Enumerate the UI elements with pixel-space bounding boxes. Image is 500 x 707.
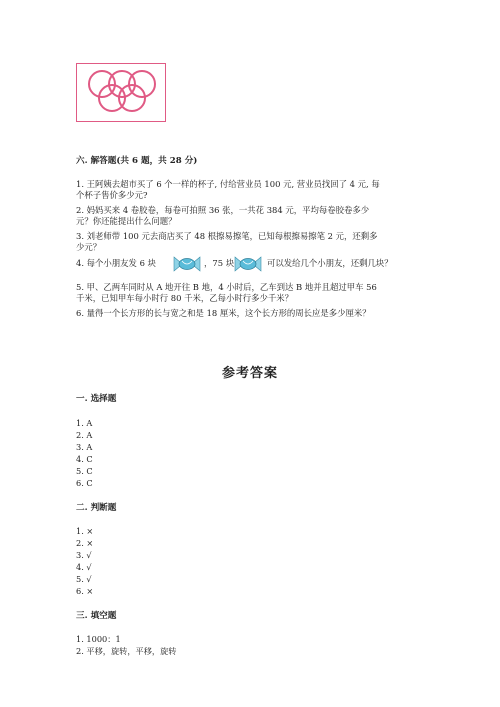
candy-icon [233, 254, 263, 274]
question-2-line-2: 元？你还能提出什么问题？ [76, 216, 177, 226]
ring-3 [129, 71, 155, 97]
question-1-line-2: 个杯子售价多少元? [76, 190, 148, 200]
answer-fill-item: 2. 平移，旋转，平移，旋转 [76, 646, 177, 656]
question-4 [76, 257, 436, 279]
question-1-line-1: 1. 王阿姨去超市买了 6 个一样的杯子, 付给营业员 100 元, 营业员找回了 4 元, 每 [76, 179, 380, 189]
question-4-part-2: ，75 块 [204, 258, 235, 268]
candy-icon [172, 254, 202, 274]
answers-fill-heading: 三. 填空题 [76, 611, 117, 621]
section-heading-6: 六. 解答题(共 6 题，共 28 分) [76, 156, 198, 166]
rings-figure-box [76, 63, 166, 122]
question-4-part-1: 4. 每个小朋友发 6 块 [76, 258, 156, 268]
question-5-line-1: 5. 甲、乙两车同时从 A 地开往 B 地，4 小时后，乙车到达 B 地并且超过甲车 56 [76, 282, 377, 292]
question-3-line-1: 3. 刘老师带 100 元去商店买了 48 根擦易擦笔，已知每根擦易擦笔 2 元，还剩多 [76, 231, 378, 241]
answer-judge-item: 5. √ [76, 574, 92, 584]
question-2-line-1: 2. 妈妈买来 4 卷胶卷，每卷可拍照 36 张，一共花 384 元，平均每卷胶卷多少 [76, 205, 370, 215]
ring-1 [89, 71, 115, 97]
ring-5 [119, 85, 145, 111]
answer-choice-item: 3. A [76, 442, 93, 452]
question-6-line-1: 6. 量得一个长方形的长与宽之和是 18 厘米，这个长方形的周长应是多少厘米？ [76, 308, 371, 318]
ring-4 [99, 85, 125, 111]
answer-judge-item: 1. × [76, 526, 94, 536]
question-5-line-2: 千米，已知甲车每小时行 80 千米，乙每小时行多少千米？ [76, 293, 293, 303]
answer-choice-item: 4. C [76, 454, 93, 464]
answer-choice-item: 2. A [76, 430, 93, 440]
answer-judge-item: 6. × [76, 586, 94, 596]
question-4-part-3: 可以发给几个小朋友，还剩几块？ [267, 258, 393, 268]
answers-choice-heading: 一. 选择题 [76, 394, 117, 404]
question-3-line-2: 少元？ [76, 242, 102, 252]
answer-fill-item: 1. 1000：1 [76, 634, 121, 644]
answer-judge-item: 2. × [76, 538, 94, 548]
answer-key-title: 参考答案 [221, 366, 278, 381]
answer-choice-item: 1. A [76, 418, 93, 428]
ring-2 [109, 71, 135, 97]
five-rings-figure [77, 64, 167, 123]
answer-choice-item: 5. C [76, 466, 93, 476]
answer-choice-item: 6. C [76, 478, 93, 488]
answer-judge-item: 3. √ [76, 550, 92, 560]
answer-judge-item: 4. √ [76, 562, 92, 572]
answers-judge-heading: 二. 判断题 [76, 503, 117, 513]
